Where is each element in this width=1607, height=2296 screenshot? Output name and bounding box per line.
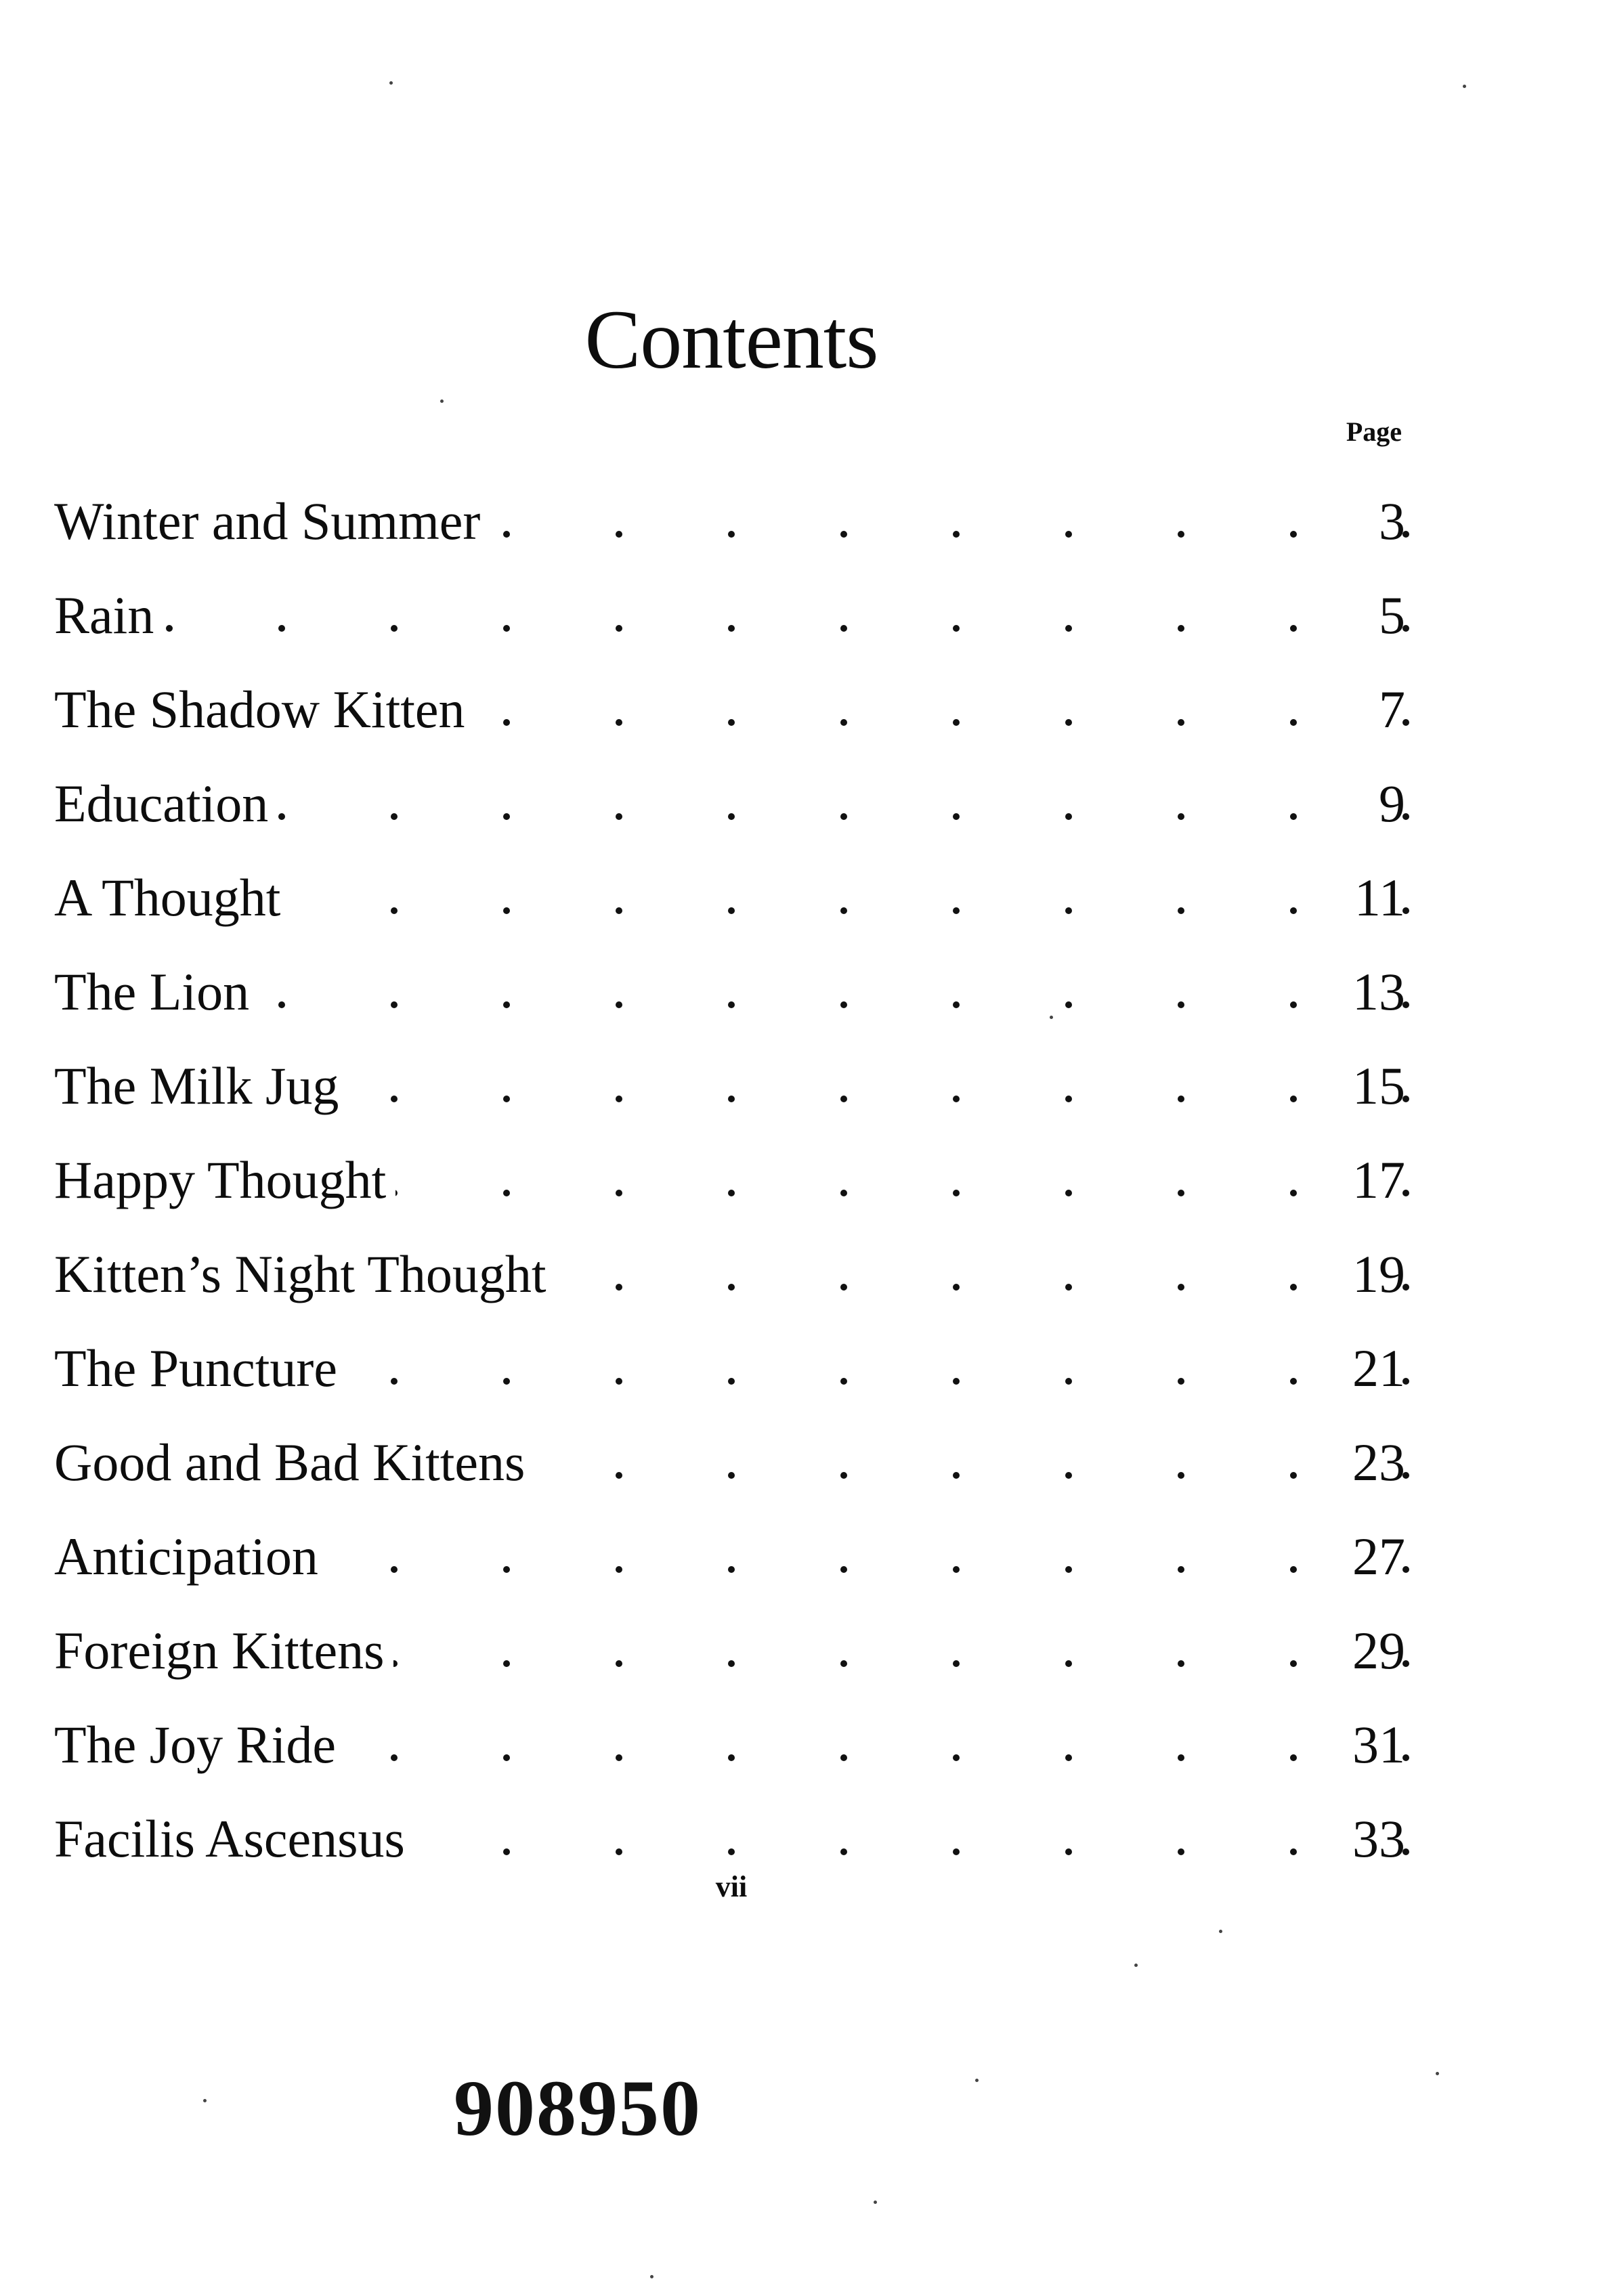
leader-dot (1065, 1001, 1072, 1008)
leader-dot (953, 1660, 960, 1667)
toc-entry-page: 5 (1379, 585, 1405, 645)
leader-dot (1290, 531, 1297, 538)
scan-speck (650, 2275, 653, 2278)
leader-dot (1290, 1660, 1297, 1667)
leader-dot (1065, 1472, 1072, 1479)
leader-dot (840, 1848, 847, 1855)
leader-dot (1290, 719, 1297, 726)
leader-dot (391, 1001, 398, 1008)
toc-entry-title: Foreign Kittens (54, 1624, 393, 1677)
toc-entry-page: 11 (1354, 867, 1405, 927)
leader-dot (953, 719, 960, 726)
leader-dot (728, 1566, 735, 1573)
leader-dot (503, 1660, 510, 1667)
leader-dot (1290, 1001, 1297, 1008)
toc-entry-page: 19 (1352, 1244, 1405, 1303)
leader-dot (728, 1848, 735, 1855)
leader-dot (1290, 1096, 1297, 1102)
leader-dot (1065, 719, 1072, 726)
leader-dot (503, 1190, 510, 1196)
toc-entry (54, 1039, 1405, 1133)
leader-dot (953, 1754, 960, 1761)
toc-entry-page: 3 (1379, 491, 1405, 550)
toc-entry-title: Rain (54, 589, 163, 642)
leader-dot (1290, 1284, 1297, 1291)
leader-dot (728, 1754, 735, 1761)
leader-dot (728, 1190, 735, 1196)
leader-dot (616, 1284, 622, 1291)
leader-dot (840, 1566, 847, 1573)
leader-dot (953, 1001, 960, 1008)
scan-speck (389, 81, 393, 85)
leader-dot (1290, 1472, 1297, 1479)
leader-dot (953, 625, 960, 632)
leader-dot (503, 719, 510, 726)
leader-dot (616, 1190, 622, 1196)
leader-dot (953, 1378, 960, 1385)
accession-stamp-number: 908950 (454, 2064, 702, 2152)
leader-dot (728, 531, 735, 538)
leader-dot (953, 1472, 960, 1479)
toc-entry-page: 33 (1352, 1808, 1405, 1868)
leader-dot (840, 1284, 847, 1291)
scan-speck (874, 2201, 877, 2204)
leader-dot (391, 1566, 398, 1573)
leader-dot (1178, 1378, 1184, 1385)
leader-dot (1178, 531, 1184, 538)
toc-entry-title: The Lion (54, 966, 259, 1018)
leader-dot (953, 531, 960, 538)
leader-dot (503, 813, 510, 820)
toc-entry-title: Good and Bad Kittens (54, 1436, 534, 1489)
leader-dot (503, 625, 510, 632)
leader-dot (953, 1096, 960, 1102)
leader-dot (953, 813, 960, 820)
leader-dot (616, 907, 622, 914)
toc-entry (54, 1227, 1405, 1321)
toc-entry (54, 1509, 1405, 1603)
leader-dot (616, 1566, 622, 1573)
leader-dot (503, 1848, 510, 1855)
leader-dot (616, 1848, 622, 1855)
leader-dot (728, 907, 735, 914)
toc-entry-page: 15 (1352, 1056, 1405, 1115)
leader-dot (1290, 1378, 1297, 1385)
toc-entry (54, 945, 1405, 1039)
toc-entry-page: 21 (1352, 1338, 1405, 1398)
leader-dot (1178, 1472, 1184, 1479)
leader-dot (953, 1190, 960, 1196)
scan-speck (975, 2079, 979, 2082)
leader-dot (1065, 1190, 1072, 1196)
toc-entry-title: Facilis Ascensus (54, 1813, 414, 1865)
leader-dot (391, 1378, 398, 1385)
leader-dot (503, 1566, 510, 1573)
leader-dot (1065, 1378, 1072, 1385)
leader-dot (616, 813, 622, 820)
leader-dot (616, 1378, 622, 1385)
leader-dot (840, 1660, 847, 1667)
leader-dot (840, 813, 847, 820)
leader-dot (278, 625, 285, 632)
toc-entry-title: Education (54, 777, 278, 830)
toc-entry-title: Winter and Summer (54, 495, 490, 548)
leader-dot (840, 907, 847, 914)
leader-dot (953, 1848, 960, 1855)
toc-entry-title: Anticipation (54, 1530, 328, 1583)
toc-entry-title: Kitten’s Night Thought (54, 1248, 556, 1301)
toc-entry (54, 756, 1405, 850)
leader-dot (1178, 719, 1184, 726)
leader-dot (728, 625, 735, 632)
toc-entry-page: 17 (1352, 1150, 1405, 1209)
leader-dot (616, 1096, 622, 1102)
leader-dot (1178, 1001, 1184, 1008)
leader-dot (391, 813, 398, 820)
leader-dot (391, 625, 398, 632)
leader-dot (953, 1284, 960, 1291)
folio-page-number: vii (715, 1870, 748, 1903)
leader-dot (1178, 813, 1184, 820)
leader-dot (1065, 1096, 1072, 1102)
leader-dot (728, 1284, 735, 1291)
toc-entry (54, 1697, 1405, 1792)
leader-dot (1065, 1284, 1072, 1291)
toc-entry (54, 1133, 1405, 1227)
leader-dot (1065, 907, 1072, 914)
leader-dot (1178, 1660, 1184, 1667)
leader-dot (1178, 1754, 1184, 1761)
leader-dot (1178, 1284, 1184, 1291)
leader-dot (616, 1660, 622, 1667)
leader-dot (1290, 1848, 1297, 1855)
leader-dot (1065, 1848, 1072, 1855)
leader-dot (1178, 907, 1184, 914)
leader-dot (1178, 1096, 1184, 1102)
leader-dot (840, 625, 847, 632)
toc-entry (54, 1603, 1405, 1697)
dot-leader (54, 568, 1351, 662)
leader-dot (503, 1001, 510, 1008)
leader-dot (840, 719, 847, 726)
leader-dot (728, 1378, 735, 1385)
leader-dot (278, 813, 285, 820)
scan-speck (440, 399, 444, 403)
leader-dot (728, 1472, 735, 1479)
page-title: Contents (584, 293, 878, 386)
leader-dot (953, 1566, 960, 1573)
leader-dot (840, 531, 847, 538)
toc-entry-page: 9 (1379, 773, 1405, 833)
scan-speck (1436, 2072, 1439, 2075)
toc-entry-page: 7 (1379, 679, 1405, 739)
leader-dot (1065, 813, 1072, 820)
toc-entry (54, 1792, 1405, 1886)
leader-dot (616, 1472, 622, 1479)
leader-dot (616, 719, 622, 726)
toc-entry-title: The Puncture (54, 1342, 347, 1395)
leader-dot (503, 531, 510, 538)
leader-dot (840, 1096, 847, 1102)
leader-dot (1178, 1848, 1184, 1855)
leader-dot (728, 813, 735, 820)
leader-dot (616, 531, 622, 538)
leader-dot (1178, 1190, 1184, 1196)
toc-entry-title: The Joy Ride (54, 1718, 345, 1771)
toc-entry-page: 23 (1352, 1432, 1405, 1492)
leader-dot (1065, 1754, 1072, 1761)
leader-dot (503, 1754, 510, 1761)
leader-dot (166, 625, 173, 632)
leader-dot (391, 907, 398, 914)
leader-dot (616, 1754, 622, 1761)
leader-dot (1178, 625, 1184, 632)
leader-dot (503, 1096, 510, 1102)
leader-dot (616, 1001, 622, 1008)
leader-dot (1290, 1190, 1297, 1196)
leader-dot (728, 1001, 735, 1008)
toc-entry (54, 1321, 1405, 1415)
toc-entry-page: 27 (1352, 1526, 1405, 1586)
scan-speck (1219, 1930, 1222, 1933)
leader-dot (840, 1190, 847, 1196)
leader-dot (1065, 1566, 1072, 1573)
leader-dot (503, 1378, 510, 1385)
leader-dot (1178, 1566, 1184, 1573)
leader-dot (1290, 1566, 1297, 1573)
leader-dot (1065, 1660, 1072, 1667)
toc-entry (54, 850, 1405, 945)
leader-dot (391, 1754, 398, 1761)
toc-entry (54, 474, 1405, 568)
toc-entry (54, 1415, 1405, 1509)
scan-speck (203, 2099, 207, 2102)
scan-speck (1463, 85, 1466, 88)
leader-dot (1065, 531, 1072, 538)
leader-dot (1290, 813, 1297, 820)
leader-dot (953, 907, 960, 914)
toc-entry-title: Happy Thought (54, 1154, 395, 1207)
leader-dot (616, 625, 622, 632)
leader-dot (840, 1001, 847, 1008)
leader-dot (728, 719, 735, 726)
leader-dot (840, 1754, 847, 1761)
toc-entry-title: A Thought (54, 871, 290, 924)
leader-dot (728, 1660, 735, 1667)
scan-speck (1134, 1964, 1138, 1967)
toc-entry-title: The Shadow Kitten (54, 683, 475, 736)
toc-entry-page: 13 (1352, 961, 1405, 1021)
leader-dot (391, 1096, 398, 1102)
leader-dot (503, 907, 510, 914)
leader-dot (1290, 1754, 1297, 1761)
toc-entry-page: 29 (1352, 1620, 1405, 1680)
toc-entry (54, 568, 1405, 662)
table-of-contents (54, 474, 1405, 1886)
leader-dot (1290, 907, 1297, 914)
toc-entry (54, 662, 1405, 756)
leader-dot (1065, 625, 1072, 632)
leader-dot (278, 1001, 285, 1008)
toc-entry-title: The Milk Jug (54, 1060, 348, 1112)
page-column-label: Page (1346, 416, 1402, 447)
leader-dot (840, 1472, 847, 1479)
toc-entry-page: 31 (1352, 1714, 1405, 1774)
leader-dot (1290, 625, 1297, 632)
leader-dot (728, 1096, 735, 1102)
leader-dot (840, 1378, 847, 1385)
